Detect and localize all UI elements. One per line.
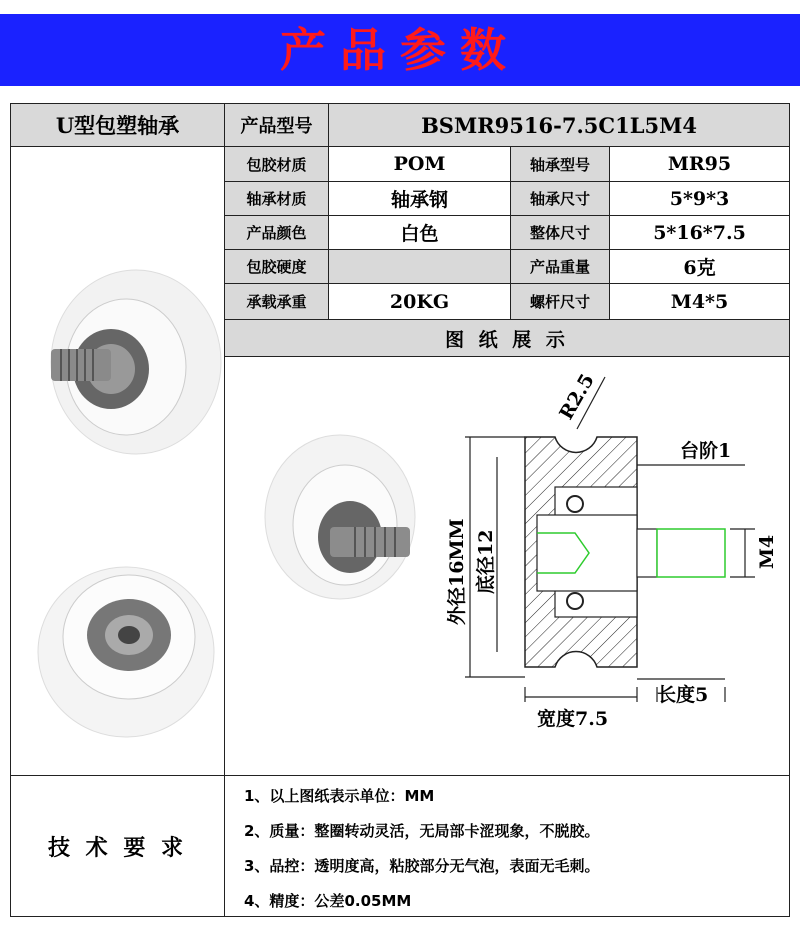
spec-label-cell [224, 146, 329, 182]
base-diameter-label: 底径12 [475, 529, 497, 594]
product-photo [11, 147, 224, 775]
spec-label: 螺杆尺寸 [529, 293, 590, 311]
wheel-photo-bottom [38, 567, 214, 737]
spec-label: 轴承材质 [246, 190, 307, 208]
spec-value: 6克 [683, 257, 716, 279]
model-label-cell [224, 103, 329, 147]
spec-value: 5*16*7.5 [653, 221, 746, 244]
spec-label: 承载承重 [246, 293, 307, 311]
thread-label: M4 [756, 534, 778, 569]
spec-value: POM [393, 153, 446, 175]
spec-value: 轴承钢 [390, 189, 448, 211]
banner-title: 产品参数 [280, 23, 520, 77]
spec-label: 包胶硬度 [246, 258, 307, 276]
wheel-cross-section [525, 437, 725, 667]
spec-value-cell [609, 215, 790, 250]
step-label: 台阶1 [680, 440, 732, 462]
requirement-item: 1、以上图纸表示单位：MM [244, 787, 435, 805]
spec-label-cell [510, 181, 610, 216]
spec-sheet [0, 103, 800, 927]
spec-value: MR95 [667, 153, 732, 175]
requirements-title: 技 术 要 求 [48, 835, 187, 861]
spec-label-cell [510, 215, 610, 250]
requirement-item: 4、精度：公差0.05MM [244, 892, 412, 910]
model-value: BSMR9516-7.5C1L5M4 [421, 112, 697, 138]
width-label: 宽度7.5 [537, 708, 609, 730]
spec-value: 5*9*3 [669, 187, 730, 210]
drawing-panel [224, 356, 790, 776]
spec-value-cell [328, 283, 511, 320]
spec-value: 白色 [400, 223, 439, 245]
spec-value: M4*5 [670, 290, 729, 313]
spec-label-cell [224, 283, 329, 320]
spec-label: 轴承尺寸 [529, 190, 590, 208]
drawing-section-title-cell [224, 319, 790, 357]
spec-value: 20KG [389, 290, 450, 313]
radius-label: R2.5 [555, 370, 599, 424]
product-name: U型包塑轴承 [55, 113, 180, 138]
spec-label: 轴承型号 [529, 155, 590, 174]
spec-label-cell [510, 249, 610, 284]
product-name-cell [10, 103, 225, 147]
technical-drawing [225, 357, 789, 775]
wheel-photo-top [51, 270, 221, 454]
model-value-cell [328, 103, 790, 147]
spec-label: 包胶材质 [246, 155, 307, 174]
spec-value-cell [328, 146, 511, 182]
requirement-item: 2、质量：整圈转动灵活，无局部卡涩现象，不脱胶。 [244, 822, 600, 840]
spec-value-cell [328, 215, 511, 250]
requirement-item: 3、品控：透明度高，粘胶部分无气泡，表面无毛刺。 [244, 857, 600, 875]
spec-label: 产品颜色 [246, 224, 307, 242]
spec-value-cell [609, 249, 790, 284]
spec-value-cell [328, 249, 511, 284]
requirements-title-cell [10, 775, 225, 917]
drawing-wheel-photo [265, 435, 415, 599]
spec-label-cell [510, 146, 610, 182]
spec-label-cell [224, 181, 329, 216]
spec-value-cell [609, 146, 790, 182]
title-banner [0, 14, 800, 86]
product-photo-panel [10, 146, 225, 776]
spec-label: 整体尺寸 [529, 224, 590, 242]
spec-label-cell [510, 283, 610, 320]
spec-label: 产品重量 [529, 258, 590, 276]
spec-label-cell [224, 215, 329, 250]
length-label: 长度5 [657, 684, 709, 706]
spec-label-cell [224, 249, 329, 284]
spec-value-cell [328, 181, 511, 216]
spec-value-cell [609, 181, 790, 216]
outer-diameter-label: 外径16MM [446, 518, 468, 625]
spec-value-cell [609, 283, 790, 320]
model-label: 产品型号 [240, 116, 313, 137]
drawing-section-title: 图 纸 展 示 [445, 328, 569, 351]
